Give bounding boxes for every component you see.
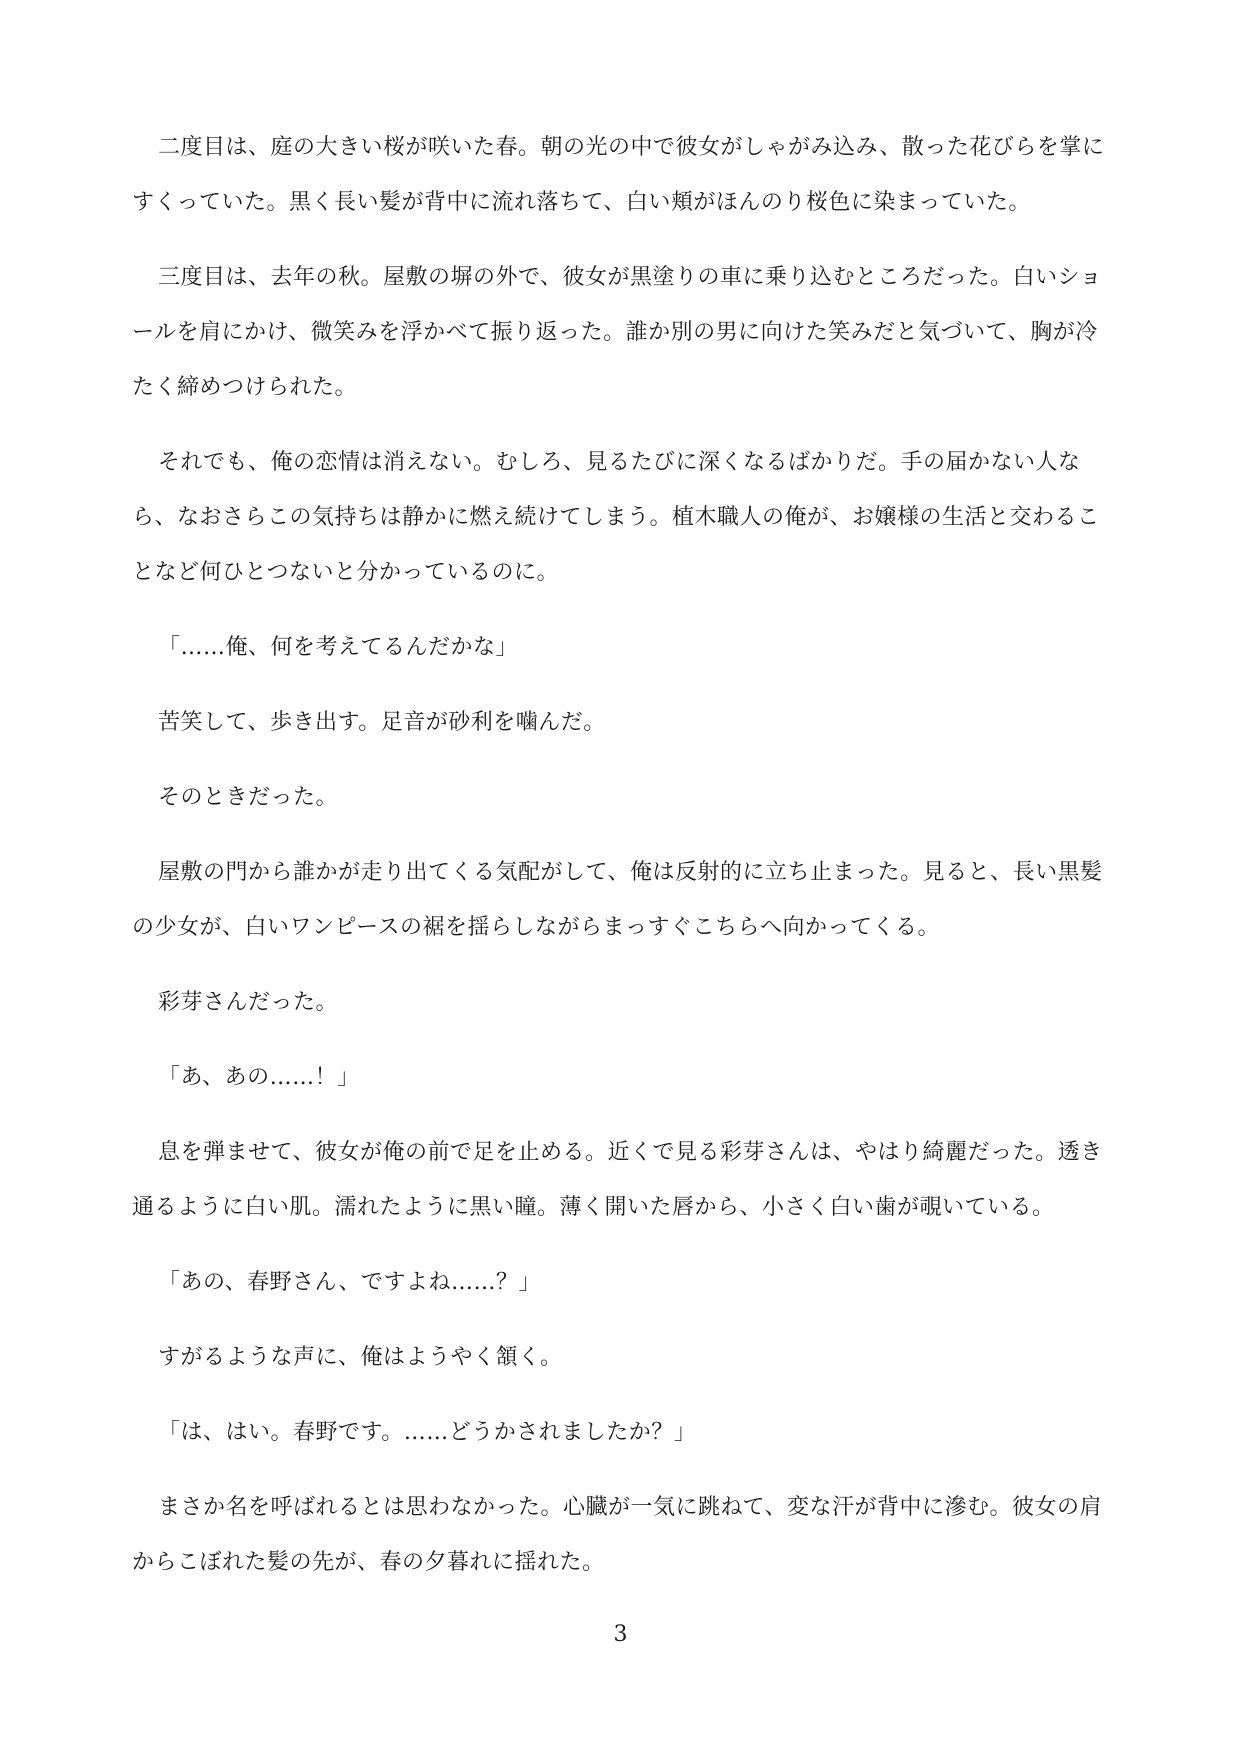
dialogue-line: 「あ、あの……！」 xyxy=(158,1065,360,1090)
paragraph: 息を弾ませて、彼女が俺の前で足を止める。近くで見る彩芽さんは、やはり綺麗だった。透き通るように白い肌。濡れたように黒い瞳。薄く開いた唇から、小さく白い歯が覗いている。 xyxy=(132,1140,1103,1220)
paragraph: それでも、俺の恋情は消えない。むしろ、見るたびに深くなるばかりだ。手の届かない人なら、なおさらこの気持ちは静かに燃え続けてしまう。植木職人の俺が、お嬢様の生活と交わることなど何ひとつないと分かっているのに。 xyxy=(132,450,1100,585)
paragraph: 苦笑して、歩き出す。足音が砂利を噛んだ。 xyxy=(158,710,606,735)
text-body xyxy=(132,120,1117,1610)
dialogue-line: 「は、はい。春野です。……どうかされましたか？」 xyxy=(158,1420,697,1445)
paragraph: 二度目は、庭の大きい桜が咲いた春。朝の光の中で彼女がしゃがみ込み、散った花びらを掌にすくっていた。黒く長い髪が背中に流れ落ちて、白い頬がほんのり桜色に染まっていた。 xyxy=(132,135,1105,215)
paragraph: 彩芽さんだった。 xyxy=(158,990,339,1015)
paragraph: 屋敷の門から誰かが走り出てくる気配がして、俺は反射的に立ち止まった。見ると、長い黒髪の少女が、白いワンピースの裾を揺らしながらまっすぐこちらへ向かってくる。 xyxy=(132,860,1103,940)
paragraph: 三度目は、去年の秋。屋敷の塀の外で、彼女が黒塗りの車に乗り込むところだった。白いショールを肩にかけ、微笑みを浮かべて振り返った。誰か別の男に向けた笑みだと気づいて、胸が冷たく締めつけられた。 xyxy=(132,265,1103,400)
paragraph: すがるような声に、俺はようやく頷く。 xyxy=(158,1345,563,1370)
dialogue-line: 「あの、春野さん、ですよね……？」 xyxy=(158,1270,541,1295)
paragraph: まさか名を呼ばれるとは思わなかった。心臓が一気に跳ねて、変な汗が背中に滲む。彼女の肩からこぼれた髪の先が、春の夕暮れに揺れた。 xyxy=(132,1495,1103,1575)
dialogue-line: 「……俺、何を考えてるんだかな」 xyxy=(158,635,519,660)
paragraph: そのときだった。 xyxy=(158,785,339,810)
page-number: 3 xyxy=(613,1622,628,1647)
